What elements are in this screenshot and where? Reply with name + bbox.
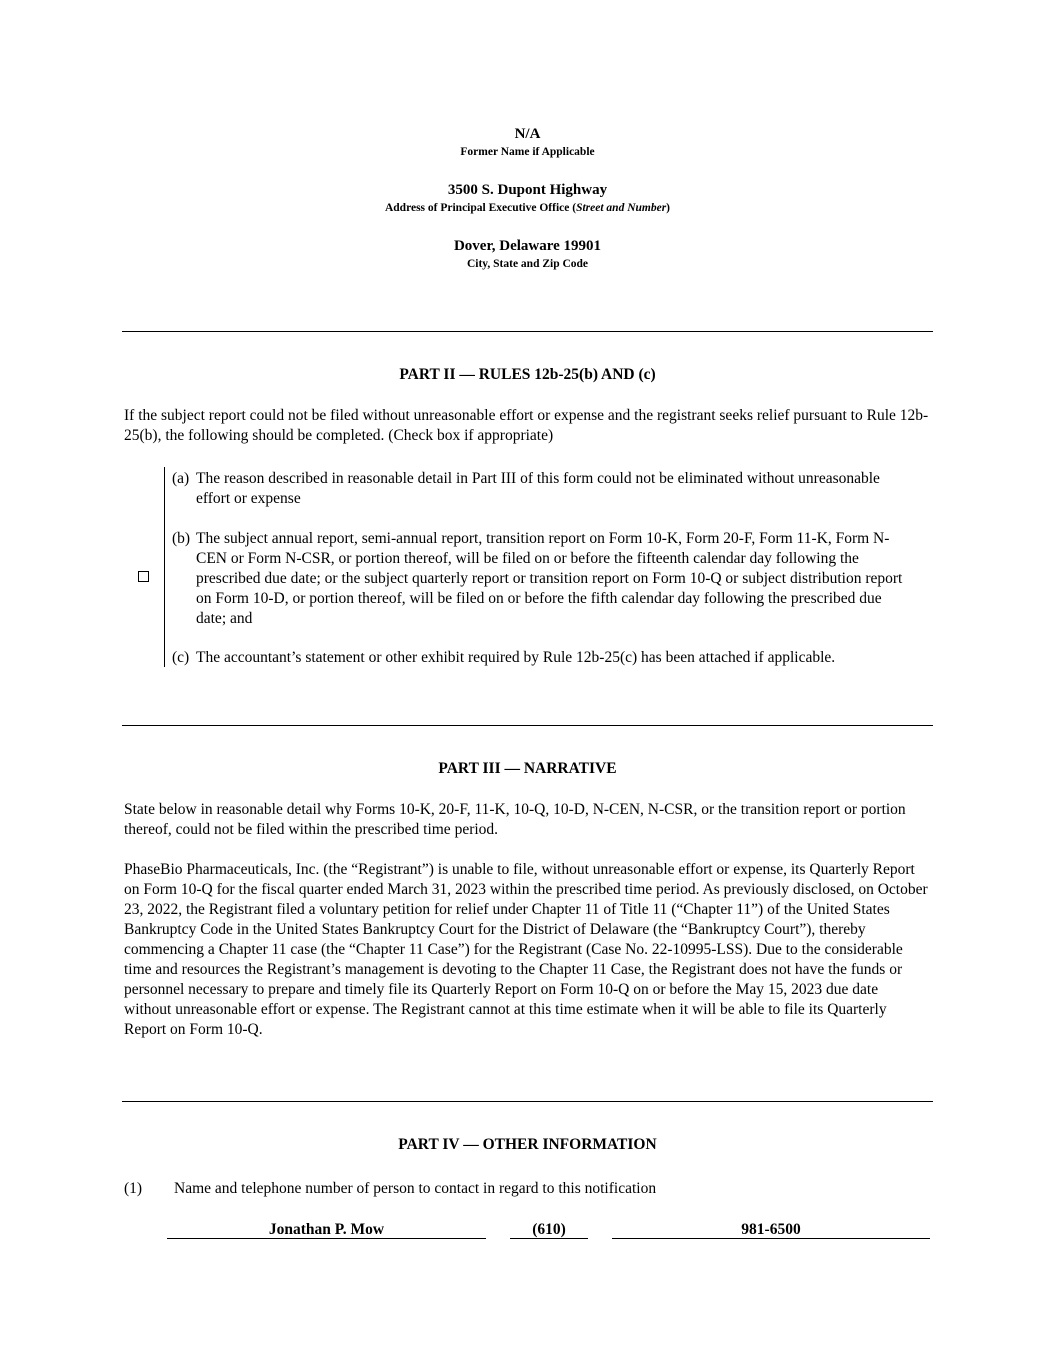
part3-intro: State below in reasonable detail why Forms 10-K, 20-F, 11-K, 10-Q, 10-D, N-CEN, N-CSR, or the transition report or portion thereof, could not be filed within the prescribed time period. bbox=[124, 801, 906, 838]
item-text: The reason described in reasonable detail in Part III of this form could not be eliminated without unreasonable effort or expense bbox=[196, 470, 880, 507]
city-label: City, State and Zip Code bbox=[466, 258, 589, 270]
former-name-value: N/A bbox=[514, 126, 541, 142]
item-1-number: (1) bbox=[124, 1180, 143, 1197]
phone-number-field: 981-6500 bbox=[612, 1221, 930, 1239]
relief-checkbox[interactable] bbox=[138, 571, 149, 582]
address-label-prefix: Address of Principal Executive Office ( bbox=[384, 202, 577, 214]
contact-name-field: Jonathan P. Mow bbox=[167, 1221, 486, 1239]
part2-intro: If the subject report could not be filed without unreasonable effort or expense and the registrant seeks relief pursuant to Rule 12b-25(b), the following should be completed. (Check box if appropriate) bbox=[124, 407, 929, 444]
part2-item-a bbox=[172, 469, 917, 509]
item-label: (a) bbox=[172, 470, 190, 487]
part4-title: PART IV — OTHER INFORMATION bbox=[398, 1136, 657, 1153]
bracket-line bbox=[164, 467, 165, 667]
city-value: Dover, Delaware 19901 bbox=[453, 238, 602, 254]
part3-narrative: PhaseBio Pharmaceuticals, Inc. (the “Registrant”) is unable to file, without unreasonable effort or expense, its Quarterly Report on Form 10-Q for the fiscal quarter ended March 31, 2023 within the prescribed time period. As previously disclosed, on October 23, 2022, the Registrant filed a voluntary petition for relief under Chapter 11 of Title 11 (“Chapter 11”) of the United States Bankruptcy Code in the United States Bankruptcy Court for the District of Delaware (the “Bankruptcy Court”), thereby commencing a Chapter 11 case (the “Chapter 11 Case”) for the Registrant (Case No. 22-10995-LSS). Due to the considerable time and resources the Registrant’s management is devoting to the Chapter 11 Case, the Registrant does not have the funds or personnel necessary to prepare and timely file its Quarterly Report on Form 10-Q on or before the May 15, 2023 due date without unreasonable effort or expense. The Registrant cannot at this time estimate when it will be able to file its Quarterly Report on Form 10-Q. bbox=[124, 861, 928, 1038]
section-divider bbox=[122, 331, 933, 332]
address-label-italic: Street and Number bbox=[576, 202, 667, 214]
address-value: 3500 S. Dupont Highway bbox=[447, 182, 608, 198]
part3-title: PART III — NARRATIVE bbox=[438, 760, 617, 777]
item-label: (c) bbox=[172, 649, 190, 666]
section-divider bbox=[122, 725, 933, 726]
item-label: (b) bbox=[172, 530, 191, 547]
item-1-text: Name and telephone number of person to contact in regard to this notification bbox=[174, 1180, 657, 1197]
address-label-suffix: ) bbox=[666, 202, 671, 214]
item-text: The subject annual report, semi-annual report, transition report on Form 10-K, Form 20-F, Form 11-K, Form N-CEN or Form N-CSR, or portion thereof, will be filed on or before the fifteenth calendar day following the prescribed due date; or the subject quarterly report or transition report on Form 10-Q or subject distribution report on Form 10-D, or portion thereof, will be filed on or before the fifth calendar day following the prescribed due date; and bbox=[196, 530, 903, 627]
part2-item-b bbox=[172, 529, 912, 629]
section-divider bbox=[122, 1101, 933, 1102]
item-text: The accountant’s statement or other exhibit required by Rule 12b-25(c) has been attached if applicable. bbox=[196, 649, 836, 666]
part2-title: PART II — RULES 12b-25(b) AND (c) bbox=[399, 366, 656, 383]
former-name-label: Former Name if Applicable bbox=[460, 146, 595, 158]
address-label bbox=[0, 202, 1055, 214]
area-code-field: (610) bbox=[510, 1221, 588, 1239]
part2-item-c bbox=[172, 648, 917, 668]
